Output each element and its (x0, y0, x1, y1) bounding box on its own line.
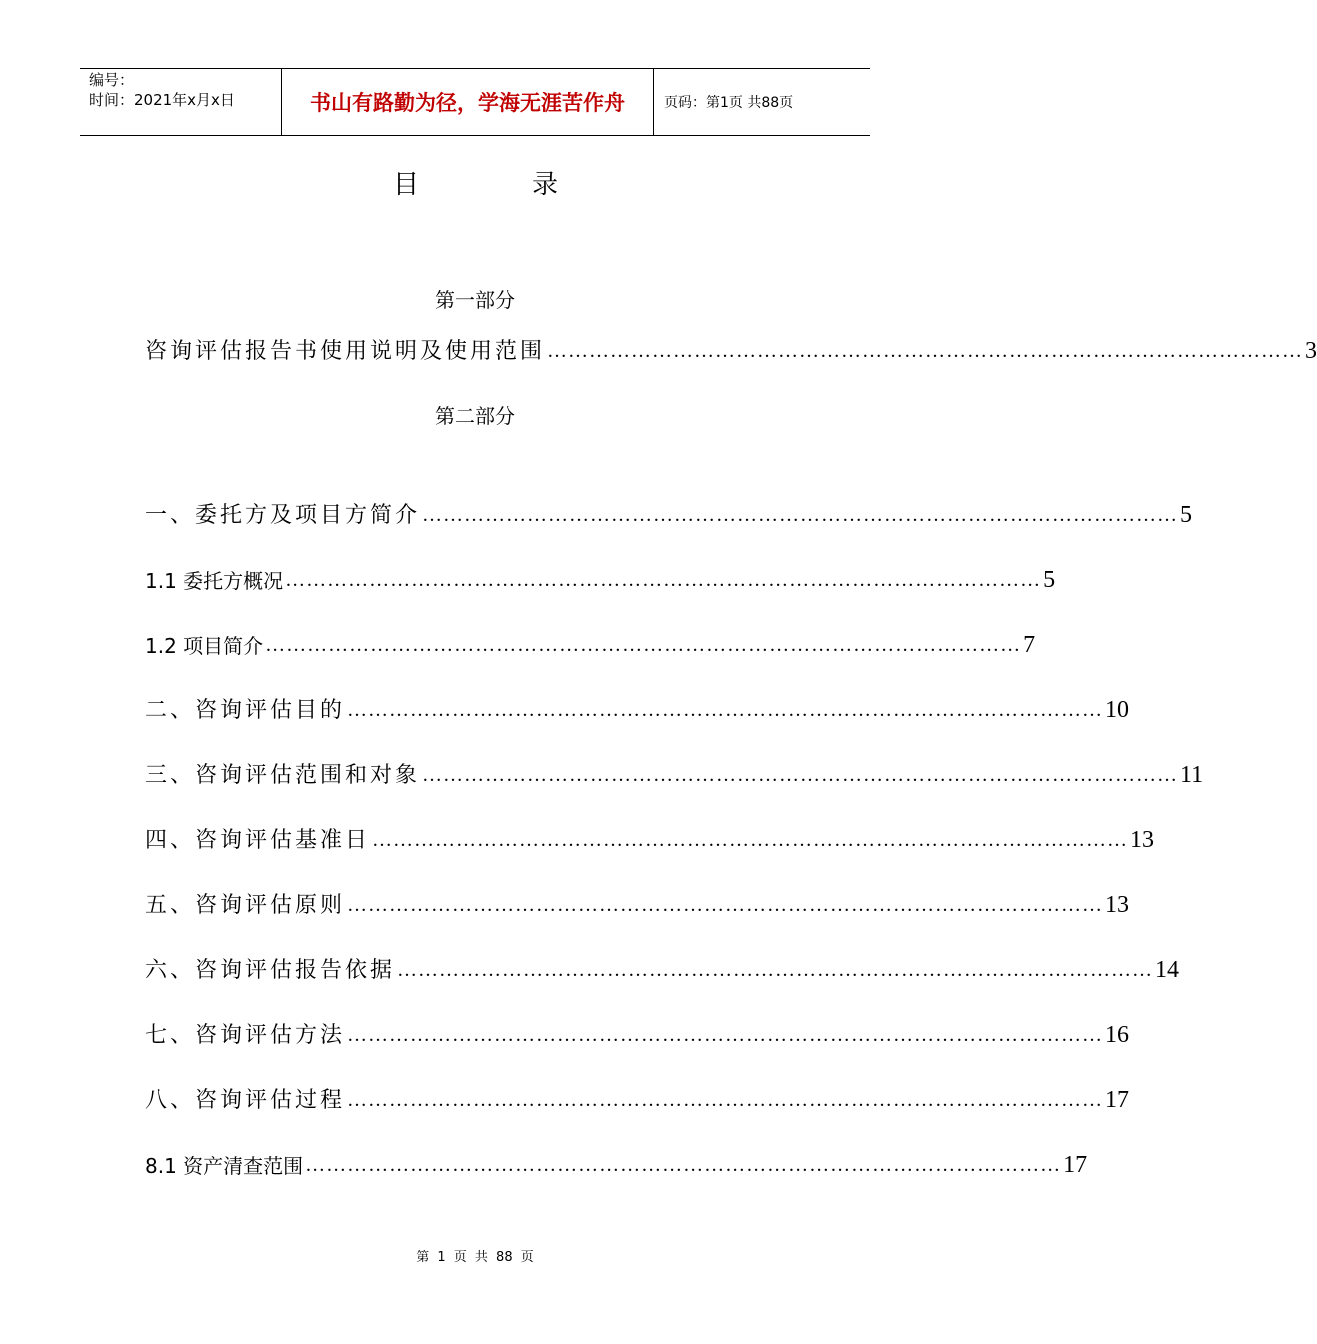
toc-leader-dots: ……………………………………………………………………………………………… (347, 699, 1104, 721)
page-header (80, 68, 870, 136)
toc-leader-dots: ……………………………………………………………………………………………… (397, 959, 1154, 981)
header-time-label: 时间：2021年x月x日 (89, 91, 235, 109)
toc-leader-dots: ……………………………………………………………………………………………… (422, 504, 1179, 526)
toc-entry-page: 3 (1305, 338, 1317, 364)
toc-entry-label: 一、委托方及项目方简介 (145, 503, 421, 528)
toc-entry-page: 7 (1023, 632, 1036, 658)
toc-entry-label: 八、咨询评估过程 (145, 1088, 346, 1113)
toc-leader-dots: ……………………………………………………………………………………………… (422, 764, 1179, 786)
toc-entry-label: 咨询评估报告书使用说明及使用范围 (145, 339, 546, 364)
toc-leader-dots: ……………………………………………………………………………………………… (265, 634, 1022, 656)
header-number-label: 编号： (89, 71, 135, 89)
toc-entry[interactable] (145, 1082, 1130, 1114)
title-char-1: 目 (393, 170, 420, 200)
toc-entry-page: 11 (1180, 762, 1204, 788)
toc-entry-label: 二、咨询评估目的 (145, 698, 346, 723)
toc-leader-dots: ……………………………………………………………………………………………… (285, 569, 1042, 591)
header-motto: 书山有路勤为径，学海无涯苦作舟 (281, 69, 654, 135)
toc-entry[interactable] (145, 562, 1056, 594)
toc-entry-label: 1.1 委托方概况 (145, 569, 284, 593)
toc-entry[interactable] (145, 1147, 1088, 1179)
part-one-heading: 第一部分 (435, 288, 515, 312)
toc-entry-page: 14 (1155, 957, 1180, 983)
toc-entry-label: 三、咨询评估范围和对象 (145, 763, 421, 788)
toc-leader-dots: ……………………………………………………………………………………………… (347, 1024, 1104, 1046)
toc-entry-page: 5 (1043, 567, 1056, 593)
page-footer: 第 1 页 共 88 页 (416, 1250, 534, 1265)
toc-leader-dots: ……………………………………………………………………………………………… (347, 1089, 1104, 1111)
toc-entry-page: 17 (1105, 1087, 1130, 1113)
toc-entry[interactable] (145, 952, 1180, 984)
toc-entry-label: 六、咨询评估报告依据 (145, 958, 396, 983)
toc-entry-page: 5 (1180, 502, 1193, 528)
toc-leader-dots: ……………………………………………………………………………………………… (305, 1154, 1062, 1176)
toc-entry[interactable] (145, 757, 1204, 789)
header-meta (80, 69, 281, 135)
toc-entry-page: 13 (1130, 827, 1155, 853)
toc-entry-label: 1.2 项目简介 (145, 634, 264, 658)
title-char-2: 录 (532, 170, 559, 200)
toc-entry-page: 13 (1105, 892, 1130, 918)
toc-leader-dots: ……………………………………………………………………………………………… (372, 829, 1129, 851)
toc-entry-label: 8.1 资产清查范围 (145, 1154, 304, 1178)
toc-leader-dots: ……………………………………………………………………………………………… (547, 340, 1304, 362)
toc-entry[interactable] (145, 497, 1193, 529)
toc-entry[interactable] (145, 1017, 1130, 1049)
part-two-heading: 第二部分 (435, 404, 515, 428)
toc-entry[interactable] (145, 822, 1155, 854)
toc-entry[interactable] (145, 887, 1130, 919)
toc-entry[interactable] (145, 627, 1036, 659)
toc-entry-label: 七、咨询评估方法 (145, 1023, 346, 1048)
toc-leader-dots: ……………………………………………………………………………………………… (347, 894, 1104, 916)
toc-entry-label: 四、咨询评估基准日 (145, 828, 371, 853)
toc-entry-page: 10 (1105, 697, 1130, 723)
toc-entry-page: 17 (1063, 1152, 1088, 1178)
toc-entry[interactable] (145, 692, 1130, 724)
toc-entry-label: 五、咨询评估原则 (145, 893, 346, 918)
toc-entry-page: 16 (1105, 1022, 1130, 1048)
header-page-info: 页码：第1页 共88页 (664, 95, 794, 111)
toc-entry[interactable] (145, 333, 1317, 365)
